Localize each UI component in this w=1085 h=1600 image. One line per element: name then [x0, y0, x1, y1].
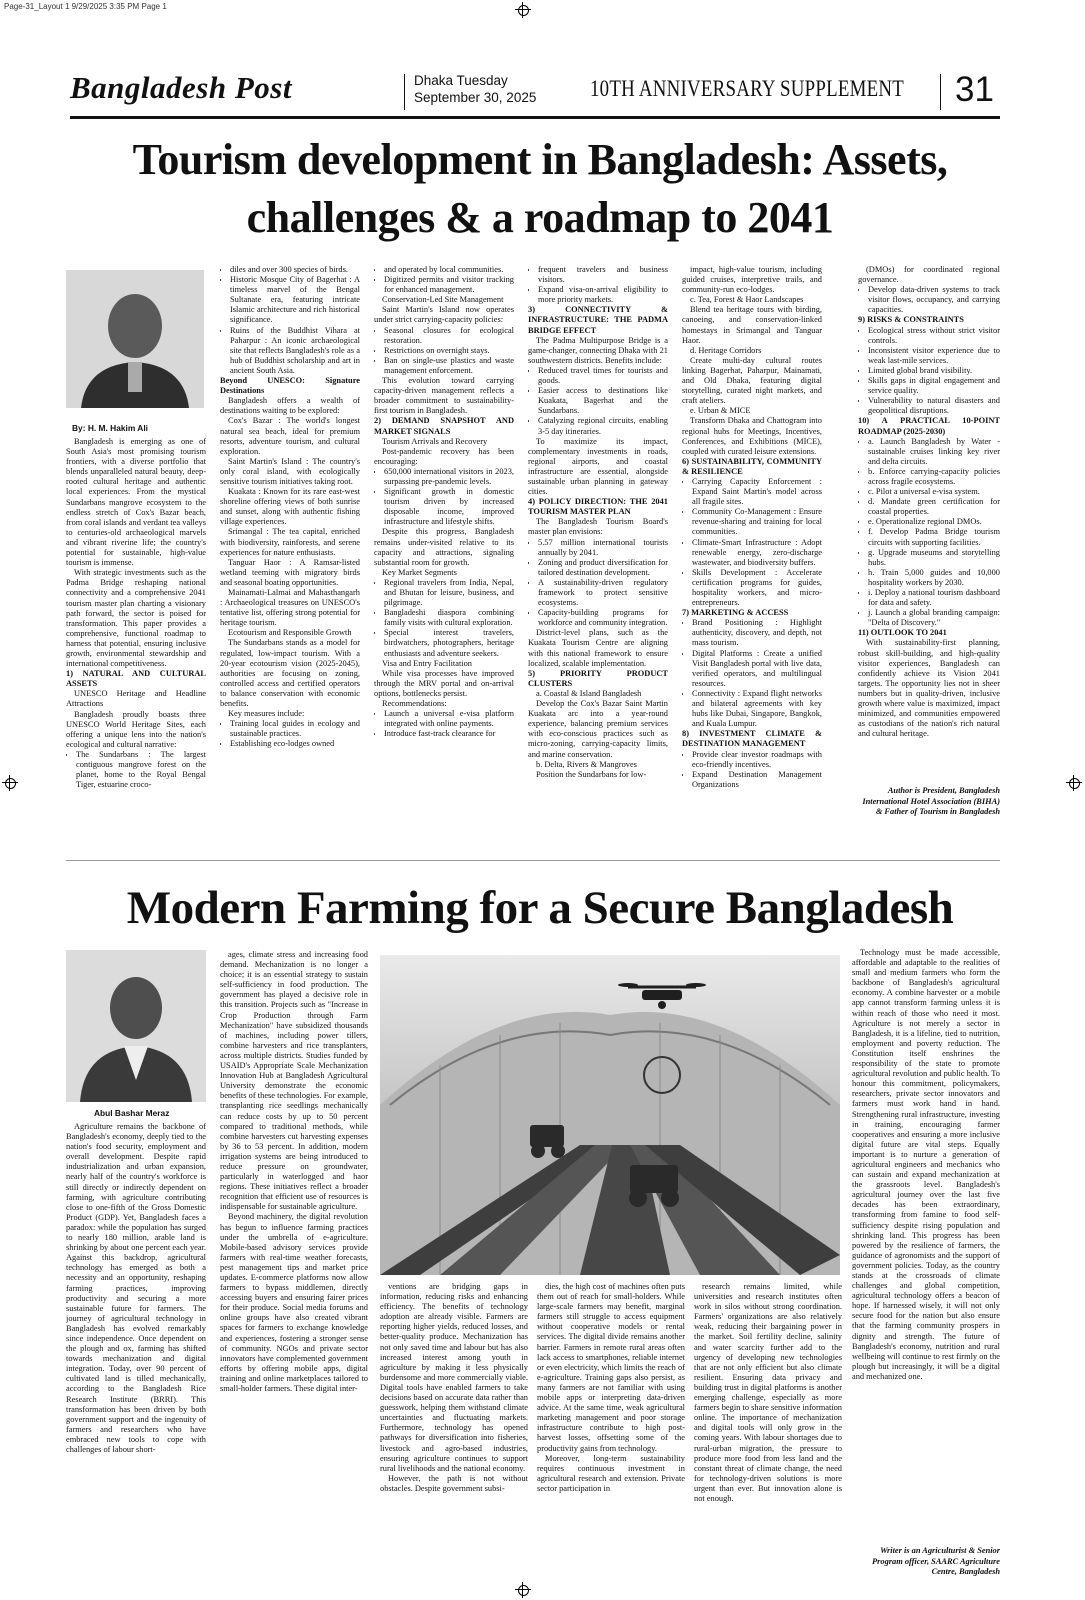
list-item: • Digital Platforms : Create a unified Visit Bangladesh portal with live data, verified operators, and multilingual resources. — [692, 649, 822, 689]
headline-line: Tourism development in Bangladesh: Assets, — [132, 135, 948, 184]
list-item: • The Sundarbans : The largest contiguous mangrove forest on the planet, home to the Royal Bengal Tiger, estuarine croco- — [76, 750, 206, 790]
paragraph: Conservation-Led Site Management — [382, 295, 504, 305]
paragraph: impact, high-value tourism, including guided cruises, interpretive trails, and community-run eco-lodges. — [682, 265, 822, 295]
supplement-title: 10TH ANNIVERSARY SUPPLEMENT — [590, 76, 905, 101]
article2-column-6 — [852, 948, 1000, 1536]
list-item: • Catalyzing regional circuits, enabling 3-5 day itineraries. — [538, 416, 668, 436]
article1-column-1 — [66, 437, 206, 835]
paragraph: Key Market Segments — [382, 567, 457, 577]
paragraph: Saint Martin's Island : The country's only coral island, with ecologically sensitive tourism initiatives taking root. — [220, 456, 360, 486]
list-item: • Easier access to destinations like Kuakata, Bagerhat and the Sundarbans. — [538, 386, 668, 416]
paragraph: Key measures include: — [228, 709, 305, 719]
list-item: • Historic Mosque City of Bagerhat : A timeless marvel of the Bengal Sultanate era, featuring intricate Islamic architecture and rich historical significance. — [230, 275, 360, 325]
article2-byline: Abul Bashar Meraz — [94, 1108, 170, 1118]
list-item: • Regional travelers from India, Nepal, and Bhutan for leisure, business, and pilgrimage. — [384, 578, 514, 608]
section-divider — [66, 860, 1000, 861]
paragraph: District-level plans, such as the Kuakata Tourism Centre are aligning with this national framework to ensure localized, scalable implementation. — [528, 628, 668, 668]
page-number: 31 — [955, 70, 994, 109]
registration-mark-icon — [2, 775, 18, 791]
article2-column-2 — [220, 950, 368, 1576]
list-item: • Digitized permits and visitor tracking for enhanced management. — [384, 275, 514, 295]
paragraph: ventions are bridging gaps in information, reducing risks and enhancing efficiency. The benefits of technology adoption are already visible. Farmers are reporting higher yields, reduced losses, and better-quality produce. Mechanization has not only saved time and labour but has also increased interest among youth in agriculture by making it less physically burdensome and more commercially viable. Digital tools have enabled farmers to take decisions based on accurate data rather than guesswork, helping them withstand climate uncertainties and fluctuating markets. Furthermore, technology has opened pathways for diversification into fisheries, livestock and agro-based industries, ensuring agriculture continues to support rural livelihoods and the national economy. — [380, 1282, 528, 1473]
paragraph: research remains limited, while universities and research institutes often work in silos without strong coordination. Farmers' organizations are also relatively weak, reducing their bargaining power in the market. Soil fertility decline, salinity and water scarcity further add to the urgency of developing new technologies that are not only efficient but also climate resilient. Ensuring data privacy and building trust in digital platforms is another emerging challenge, especially as more farmers begin to share sensitive information online. The importance of mechanization and digital tools will only grow in the coming years. With labour shortages due to rural-urban migration, the pressure to produce more food from less land and the constant threat of climate change, the need for technology-driven solutions is more urgent than ever. But innovation alone is not enough. — [694, 1282, 842, 1503]
farming-illustration — [380, 955, 840, 1275]
paragraph: Moreover, long-term sustainability requires continuous investment in agricultural research and extension. Private sector participation in — [537, 1453, 685, 1493]
article2-column-1 — [66, 1122, 206, 1576]
paragraph: UNESCO Heritage and Headline Attractions — [66, 689, 206, 709]
list-item: • Bangladeshi diaspora combining family visits with cultural exploration. — [384, 608, 514, 628]
paragraph: Srimangal : The tea capital, enriched with biodiversity, rainforests, and serene experiences for nature enthusiasts. — [220, 527, 360, 557]
smart-farm-image-icon — [380, 955, 840, 1275]
list-item: • h. Train 5,000 guides and 10,000 hospitality workers by 2030. — [868, 568, 1000, 588]
list-item: • Capacity-building programs for workforce and community integration. — [538, 608, 668, 628]
divider — [940, 74, 941, 110]
article1-column-3 — [374, 265, 514, 835]
section-heading: 6) SUSTAINABILITY, COMMUNITY & RESILIENCE — [682, 456, 822, 476]
article1-byline: By: H. M. Hakim Ali — [72, 423, 149, 433]
paragraph: To maximize its impact, complementary investments in roads, regional airports, and coastal infrastructure are essential, alongside sustainable urban planning in gateway cities. — [528, 436, 668, 497]
section-heading: 3) CONNECTIVITY & INFRASTRUCTURE: THE PADMA BRIDGE EFFECT — [528, 305, 668, 335]
paragraph: Agriculture remains the backbone of Bangladesh's economy, deeply tied to the nation's food security, employment and overall development. Despite rapid industrialization and urban expansion, nearly half of the country's workforce is still directly or indirectly dependent on farming, with agriculture contributing close to one-fifth of the Gross Domestic Product (GDP). Yet, Bangladesh faces a paradox: while the population has surged to nearly 180 million, arable land is shrinking by about one percent each year. Against this backdrop, agricultural technology has emerged as both a necessity and an opportunity, reshaping farming practices, improving productivity and securing a more sustainable future for farmers. The journey of agricultural technology in Bangladesh has evolved remarkably since independence. Once dependent on the plough and ox, farming has shifted towards mechanization and digital integration. Today, over 90 percent of cultivated land is tilled mechanically, according to the Bangladesh Rice Research Institute (BRRI). This transformation has been driven by both government support and the ingenuity of farmers and researchers who have embraced new tools to cope with challenges of labour short- — [66, 1122, 206, 1454]
list-item: • Expand visa-on-arrival eligibility to more priority markets. — [538, 285, 668, 305]
list-item: • Ruins of the Buddhist Vihara at Paharpur : An iconic archaeological site that reflects Bangladesh's role as a hub of Buddhist scholarship and art in ancient South Asia. — [230, 326, 360, 376]
paragraph: Transform Dhaka and Chattogram into regional hubs for Meetings, Incentives, Conferences, and Exhibitions (MICE), coupled with curated leisure extensions. — [682, 416, 822, 456]
list-item: • Training local guides in ecology and sustainable practices. — [230, 719, 360, 739]
list-item: • Expand Destination Management Organizations — [692, 770, 822, 790]
paragraph: This evolution toward carrying capacity-driven management reflects a broader commitment to sustainability-first tourism in Bangladesh. — [374, 376, 514, 416]
paragraph: Create multi-day cultural routes linking Bagerhat, Paharpur, Mainamati, and Old Dhaka, featuring digital storytelling, curated night markets, and craft ateliers. — [682, 355, 822, 406]
date-day: Dhaka Tuesday — [414, 73, 508, 88]
list-item: • Restrictions on overnight stays. — [384, 346, 514, 356]
list-item: • and operated by local communities. — [384, 265, 514, 275]
list-item: • Ecological stress without strict visitor controls. — [868, 326, 1000, 346]
section-heading: 8) INVESTMENT CLIMATE & DESTINATION MANAGEMENT — [682, 729, 822, 749]
article2-headline: Modern Farming for a Secure Bangladesh — [126, 882, 954, 934]
paragraph: While visa processes have improved through the MRV portal and on-arrival options, bottlenecks persist. — [374, 668, 514, 698]
list-item: • b. Enforce carrying-capacity policies across fragile ecosystems. — [868, 467, 1000, 487]
section-heading: 9) RISKS & CONSTRAINTS — [858, 315, 964, 325]
paragraph: dies, the high cost of machines often puts them out of reach for small-holders. While large-scale farmers may benefit, marginal farmers still struggle to access equipment without cooperative models or rental services. The digital divide remains another barrier. Farmers in remote rural areas often lack access to smartphones, reliable internet or even electricity, which limits the reach of e-agriculture. Training gaps also persist, as many farmers are not familiar with using mobile apps or interpreting data-driven advice. At the same time, weak agricultural marketing management and poor storage infrastructure contribute to high post-harvest losses, offsetting some of the productivity gains from technology. — [537, 1282, 685, 1453]
section-heading: 7) MARKETING & ACCESS — [682, 608, 789, 618]
section-heading: Beyond UNESCO: Signature Destinations — [220, 376, 360, 396]
paragraph: With sustainability-first planning, robust skill-building, and high-quality visitor experiences, Bangladesh can confidently achieve its Vision 2041 targets. The opportunity lies not in sheer numbers but in quality-driven, inclusive growth where value is maximized, impact minimized, and communities empowered as custodians of the nation's rich natural and cultural heritage. — [858, 638, 1000, 739]
list-item: • c. Pilot a universal e-visa system. — [868, 487, 1000, 497]
article2-column-3 — [380, 1282, 528, 1576]
paragraph: Bangladesh is emerging as one of South Asia's most promising tourism frontiers, with a diverse portfolio that blends unparalleled natural beauty, deep-rooted cultural heritage and authentic local experiences. From the mystical Sundarbans mangrove ecosystem to the endless stretch of Cox's Bazar beach, from coral islands and verdant tea valleys to centuries-old archaeological marvels and vibrant riverine life; the country's potential for sustainable, high-value tourism is immense. — [66, 437, 206, 568]
paragraph: The Bangladesh Tourism Board's master plan envisions: — [528, 517, 668, 537]
list-item: • Significant growth in domestic tourism driven by increased disposable income, improved infrastructure and lifestyle shifts. — [384, 487, 514, 527]
paragraph: Beyond machinery, the digital revolution has begun to influence farming practices under the umbrella of e-agriculture. Mobile-based advisory services provide farmers with real-time weather forecasts, pest management tips and market price updates. E-commerce platforms now allow farmers to bypass middlemen, directly accessing buyers and ensuring fairer prices for their produce. Social media forums and online groups have also created vibrant spaces for farmers to exchange knowledge and experiences, fostering a stronger sense of community. NGOs and private sector innovators have complemented government efforts by offering mobile apps, digital training and online marketplaces tailored to small-holder farmers. These digital inter- — [220, 1212, 368, 1394]
section-heading: 1) NATURAL AND CULTURAL ASSETS — [66, 669, 206, 689]
paragraph: Technology must be made accessible, affordable and adaptable to the realities of small and medium farmers who form the backbone of Bangladesh's agricultural economy. A combine harvester or a mobile app cannot transform farming unless it is within reach of those who need it most. Agriculture is not merely a sector in Bangladesh, it is a lifeline, tied to nutrition, employment and poverty reduction. The Constitution itself enshrines the responsibility of the state to promote agricultural revolution and public health. To honour this commitment, policymakers, researchers, private sector innovators and farmers must work hand in hand. Strengthening rural infrastructure, investing in training, encouraging farmer cooperatives and ensuring a more inclusive digital future are vital steps. Equally important is to nurture a generation of agricultural engineers and mechanics who can sustain and expand mechanization at the grassroots level. Bangladesh's agricultural journey over the last five decades has been extraordinary, transforming from famine to food self-sufficiency despite rising population and shrinking land. This progress has been powered by the resilience of farmers, the guidance of agronomists and the support of government policies. Today, as the country stands at the crossroads of climate challenges and global competition, agricultural technology offers a beacon of hope. If harnessed wisely, it will not only secure food for the nation but also ensure that the farming community prospers in dignity and strength. The future of Bangladesh's economy, nutrition and rural wellbeing will continue to rest firmly on the plough but increasingly, it will be a digital and mechanized one. — [852, 948, 1000, 1381]
list-item: • Ban on single-use plastics and waste management enforcement. — [384, 356, 514, 376]
paragraph: The Padma Multipurpose Bridge is a game-changer, connecting Dhaka with 21 southwestern districts. Benefits include: — [528, 335, 668, 365]
article1-column-6 — [858, 265, 1000, 777]
article2-column-4 — [537, 1282, 685, 1576]
paragraph: Bangladesh proudly boasts three UNESCO World Heritage Sites, each offering a unique lens into the nation's ecological and cultural narrative: — [66, 709, 206, 749]
article1-author-note: Author is President, Bangladesh International Hotel Association (BIHA) & Father of Tourism in Bangladesh — [862, 786, 1000, 816]
paragraph: Bangladesh offers a wealth of destinations waiting to be explored: — [220, 396, 360, 416]
article1-column-5 — [682, 265, 822, 835]
paragraph: Blend tea heritage tours with birding, canoeing, and conservation-linked homestays in Srimangal and Tanguar Haor. — [682, 305, 822, 345]
list-item: • j. Launch a global branding campaign: "Delta of Discovery." — [868, 608, 1000, 628]
list-item: • Inconsistent visitor experience due to weak last-mile services. — [868, 346, 1000, 366]
paragraph: With strategic investments such as the Padma Bridge reshaping national connectivity and a comprehensive 2041 tourism master plan charting a visionary path forward, the sector is poised for transformation. This paper provides a comprehensive, functional roadmap to harness that potential, ensuring inclusive growth, environmental stewardship and international competitiveness. — [66, 568, 206, 669]
print-slug: Page-31_Layout 1 9/29/2025 3:35 PM Page 1 — [4, 2, 167, 11]
paragraph: Recommendations: — [382, 699, 447, 709]
list-item: • Skills Development : Accelerate certification programs for guides, hospitality workers, and micro-entrepreneurs. — [692, 568, 822, 608]
paragraph: Visa and Entry Facilitation — [382, 658, 472, 668]
list-item: • Skills gaps in digital engagement and service quality. — [868, 376, 1000, 396]
paragraph: Saint Martin's Island now operates under strict carrying-capacity policies: — [374, 305, 514, 325]
newspaper-logo: Bangladesh Post — [70, 70, 292, 105]
list-item: • f. Develop Padma Bridge tourism circuits with supporting facilities. — [868, 527, 1000, 547]
section-heading: 5) PRIORITY PRODUCT CLUSTERS — [528, 668, 668, 688]
list-item: • Introduce fast-track clearance for — [384, 729, 514, 739]
list-item: • a. Launch Bangladesh by Water - sustainable cruises linking key river and delta circuits. — [868, 437, 1000, 467]
list-item: • Connectivity : Expand flight networks and bilateral agreements with key hubs like Dubai, Singapore, Bangkok, and Kuala Lumpur. — [692, 689, 822, 729]
section-heading: 11) OUTLOOK TO 2041 — [858, 628, 947, 638]
list-item: • i. Deploy a national tourism dashboard for data and safety. — [868, 588, 1000, 608]
paragraph: Position the Sundarbans for low- — [536, 769, 647, 779]
date-full: September 30, 2025 — [414, 90, 537, 105]
article2-column-5 — [694, 1282, 842, 1576]
section-heading: 2) DEMAND SNAPSHOT AND MARKET SIGNALS — [374, 416, 514, 436]
paragraph: ages, climate stress and increasing food demand. Mechanization is no longer a choice; it is an essential strategy to sustain self-sufficiency in food production. The government has played a decisive role in this transition. Projects such as "Increase in Crop Production through Farm Mechanization" have subsidized thousands of machines, including power tillers, combine harvesters and rice transplanters, across multiple districts. Studies funded by USAID's Appropriate Scale Mechanization Innovation Hub at Bangladesh Agricultural University demonstrate the economic benefits of these technologies. For example, transplanting rice seedlings mechanically can reduce costs by up to 50 percent compared to traditional methods, while combine harvesters cut harvesting expenses by 36 to 53 percent. In addition, modern irrigation systems are being introduced to reduce pressure on groundwater, particularly in waterlogged and haor regions. These initiatives reflect a broader recognition that efficient use of resources is indispensable for sustainable agriculture. — [220, 950, 368, 1212]
list-item: • Vulnerability to natural disasters and geopolitical disruptions. — [868, 396, 1000, 416]
headline-line: challenges & a roadmap to 2041 — [246, 193, 834, 242]
paragraph: Kuakata : Known for its rare east-west shoreline offering views of both sunrise and sunset, along with authentic fishing village experiences. — [220, 487, 360, 527]
list-item: • Community Co-Management : Ensure revenue-sharing and training for local communities. — [692, 507, 822, 537]
paragraph: Despite this progress, Bangladesh remains under-visited relative to its capacity and attractions, signaling substantial room for growth. — [374, 527, 514, 567]
paragraph: c. Tea, Forest & Haor Landscapes — [690, 295, 804, 305]
list-item: • Carrying Capacity Enforcement : Expand Saint Martin's model across all fragile sites. — [692, 477, 822, 507]
author-photo — [66, 950, 206, 1102]
list-item: • Limited global brand visibility. — [868, 366, 1000, 376]
masthead — [70, 70, 1000, 119]
paragraph: However, the path is not without obstacles. Despite government subsi- — [380, 1473, 528, 1493]
article1-column-4 — [528, 265, 668, 835]
list-item: • frequent travelers and business visitors. — [538, 265, 668, 285]
article1-column-2 — [220, 265, 360, 835]
paragraph: The Sundarbans stands as a model for regulated, low-impact tourism. With a 20-year ecotourism vision (2025-2045), authorities are focusing on zoning, controlled access and certified operators to balance conservation with economic benefits. — [220, 638, 360, 709]
article2-author-note: Writer is an Agriculturist & Senior Program officer, SAARC Agriculture Centre, Bangladesh — [872, 1546, 1000, 1576]
paragraph: Ecotourism and Responsible Growth — [228, 628, 352, 638]
registration-mark-icon — [1066, 775, 1082, 791]
registration-mark-icon — [515, 1582, 531, 1598]
portrait-icon — [66, 950, 206, 1102]
section-heading: 4) POLICY DIRECTION: THE 2041 TOURISM MASTER PLAN — [528, 497, 668, 517]
section-heading: 10) A PRACTICAL 10-POINT ROADMAP (2025-2030) — [858, 416, 1000, 436]
list-item: • Establishing eco-lodges owned — [230, 739, 360, 749]
list-item: • Develop data-driven systems to track visitor flows, occupancy, and carrying capacities. — [868, 285, 1000, 315]
paragraph: Tourism Arrivals and Recovery — [382, 436, 488, 446]
list-item: • 5.57 million international tourists annually by 2041. — [538, 538, 668, 558]
list-item: • Brand Positioning : Highlight authenticity, discovery, and depth, not mass tourism. — [692, 618, 822, 648]
list-item: • Launch a universal e-visa platform integrated with online payments. — [384, 709, 514, 729]
list-item: • diles and over 300 species of birds. — [230, 265, 360, 275]
list-item: • Climate-Smart Infrastructure : Adopt renewable energy, zero-discharge wastewater, and biodiversity buffers. — [692, 538, 822, 568]
paragraph: (DMOs) for coordinated regional governance. — [858, 265, 1000, 285]
paragraph: d. Heritage Corridors — [690, 345, 762, 355]
list-item: • 650,000 international visitors in 2023, surpassing pre-pandemic levels. — [384, 467, 514, 487]
registration-mark-icon — [515, 2, 531, 18]
list-item: • Special interest travelers, birdwatchers, photographers, heritage enthusiasts and adventure seekers. — [384, 628, 514, 658]
paragraph: Develop the Cox's Bazar Saint Martin Kuakata arc into a year-round experience, balancing premium services with eco-conscious practices such as micro-zoning, carrying-capacity limits, and marine conservation. — [528, 699, 668, 759]
paragraph: Cox's Bazar : The world's longest natural sea beach, ideal for premium resorts, adventure tourism, and cultural exploration. — [220, 416, 360, 456]
portrait-icon — [66, 270, 204, 408]
paragraph: Post-pandemic recovery has been encouraging: — [374, 446, 514, 466]
dateline — [414, 72, 536, 106]
author-photo — [66, 270, 204, 408]
paragraph: a. Coastal & Island Bangladesh — [536, 688, 642, 698]
paragraph: e. Urban & MICE — [690, 406, 751, 416]
article1-headline — [60, 131, 1020, 247]
list-item: • Provide clear investor roadmaps with eco-friendly incentives. — [692, 750, 822, 770]
divider — [404, 74, 405, 110]
paragraph: Tanguar Haor : A Ramsar-listed wetland teeming with migratory birds and seasonal boating opportunities. — [220, 557, 360, 587]
list-item: • A sustainability-driven regulatory framework to protect sensitive ecosystems. — [538, 578, 668, 608]
paragraph: Mainamati-Lalmai and Mahasthangarh : Archaeological treasures on UNESCO's tentative list, offering strong potential for heritage tourism. — [220, 588, 360, 628]
paragraph: b. Delta, Rivers & Mangroves — [536, 759, 637, 769]
list-item: • Reduced travel times for tourists and goods. — [538, 366, 668, 386]
list-item: • Seasonal closures for ecological restoration. — [384, 326, 514, 346]
list-item: • e. Operationalize regional DMOs. — [868, 517, 1000, 527]
list-item: • d. Mandate green certification for coastal properties. — [868, 497, 1000, 517]
list-item: • g. Upgrade museums and storytelling hubs. — [868, 548, 1000, 568]
list-item: • Zoning and product diversification for tailored destination development. — [538, 558, 668, 578]
